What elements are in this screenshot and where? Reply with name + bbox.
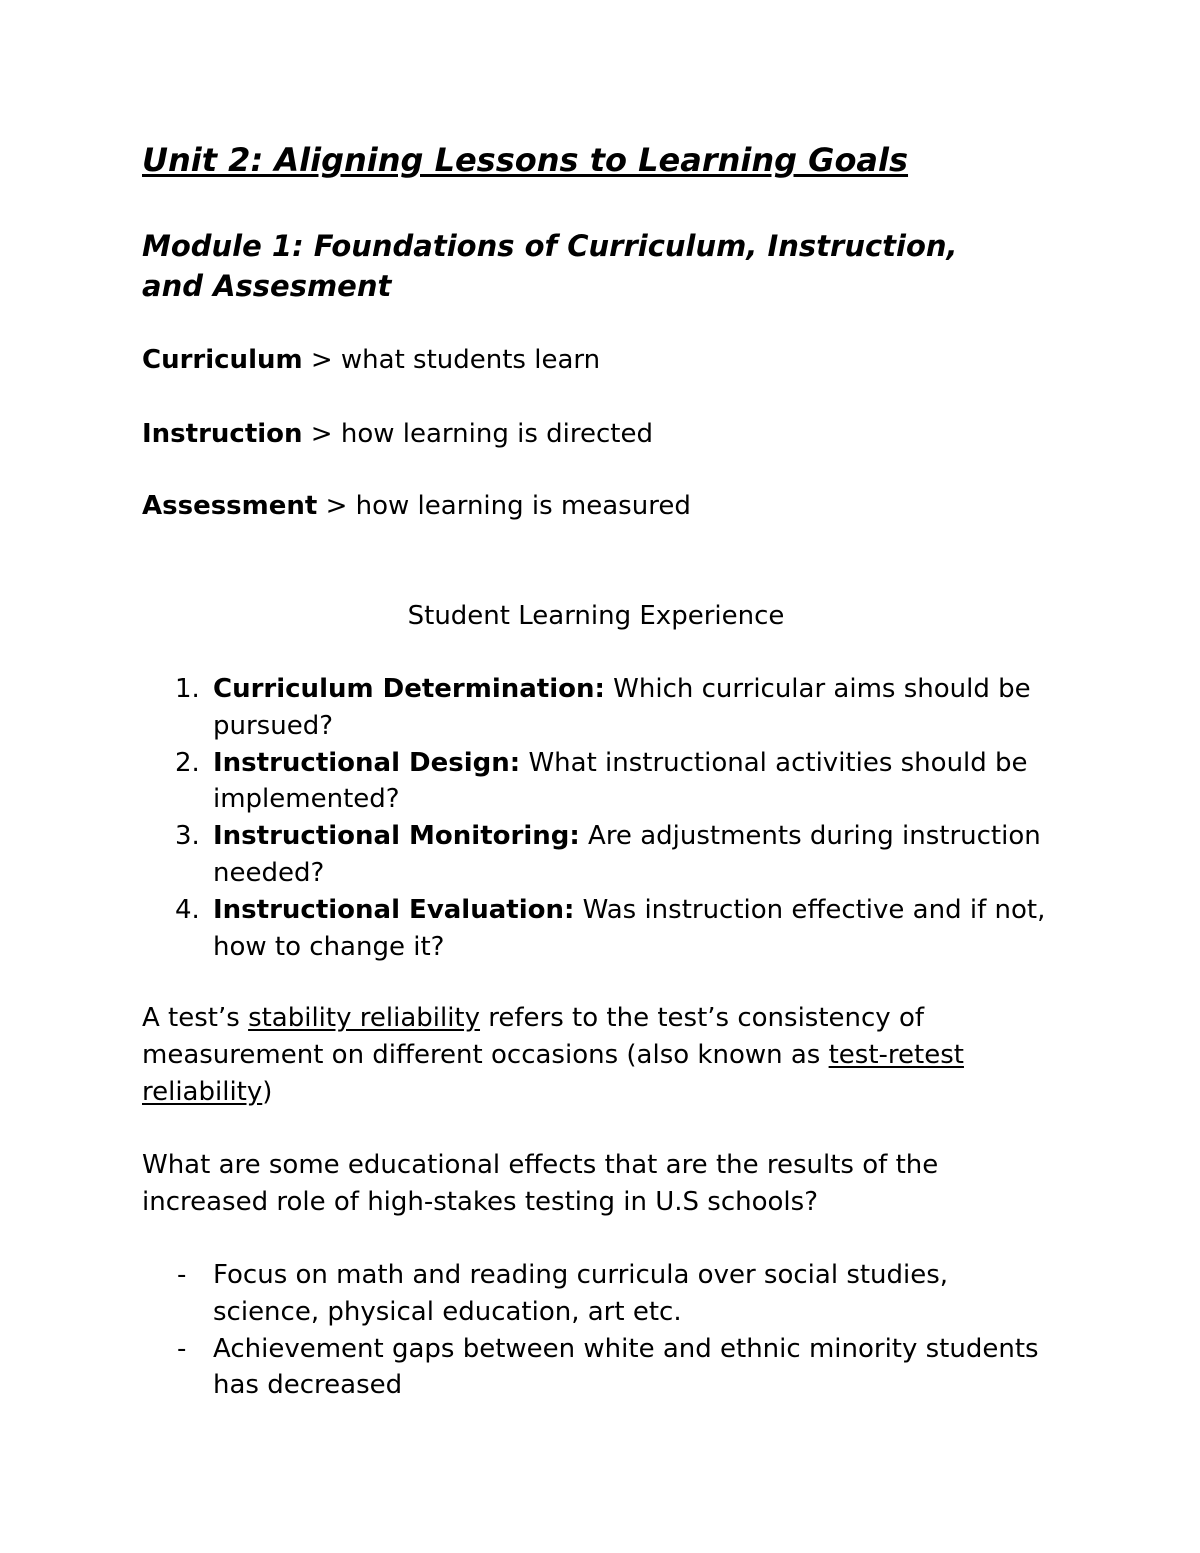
definition-term: Instruction — [142, 419, 303, 449]
list-item — [142, 1331, 1062, 1405]
step-term: Curriculum Determination: — [213, 674, 605, 704]
definition-text: > how learning is measured — [317, 491, 691, 521]
list-item — [142, 818, 1062, 892]
reliability-text-post: ) — [262, 1076, 273, 1107]
experience-heading: Student Learning Experience — [407, 601, 785, 631]
definition-curriculum — [142, 342, 600, 378]
list-marker: 1. — [175, 674, 200, 704]
list-marker: 2. — [175, 747, 200, 778]
definition-term: Curriculum — [142, 345, 303, 375]
test-retest-reliability-term: test-retest reliability — [142, 1039, 964, 1107]
reliability-paragraph — [142, 1000, 1062, 1110]
step-text: Was instruction effective and if not, how to change it? — [213, 894, 1046, 962]
effects-list — [142, 1257, 1062, 1404]
effect-text: Achievement gaps between white and ethnic minority students has decreased — [213, 1333, 1039, 1401]
definition-text: > what students learn — [302, 345, 601, 375]
question-paragraph: What are some educational effects that are the results of the increased role of high-stakes testing in U.S schools? — [142, 1150, 939, 1217]
step-text: Which curricular aims should be pursued? — [213, 674, 1031, 741]
list-item — [142, 1257, 1062, 1331]
module-heading-line-1: Module 1: Foundations of Curriculum, Instruction, — [142, 229, 958, 263]
list-item — [142, 671, 1062, 745]
definition-assessment — [142, 488, 691, 524]
module-heading-line-2: and Assesment — [142, 269, 392, 303]
list-marker: - — [177, 1333, 187, 1364]
module-heading — [142, 226, 958, 306]
step-term: Instructional Monitoring: — [213, 821, 580, 852]
step-term: Instructional Evaluation: — [213, 894, 575, 925]
definition-text: > how learning is directed — [302, 419, 653, 449]
reliability-text-mid: refers to the test’s consistency of measurement on different occasions (also known as — [142, 1003, 925, 1070]
steps-list — [142, 671, 1062, 965]
effect-text: Focus on math and reading curricula over social studies, science, physical education, art etc. — [213, 1260, 949, 1327]
reliability-text-pre: A test’s — [142, 1003, 249, 1033]
definition-term: Assessment — [142, 491, 318, 521]
list-marker: 4. — [175, 894, 200, 925]
step-term: Instructional Design: — [213, 747, 521, 778]
stability-reliability-term: stability reliability — [248, 1003, 481, 1033]
definition-instruction — [142, 416, 653, 452]
list-item — [142, 892, 1062, 966]
list-marker: - — [177, 1260, 187, 1290]
step-text: What instructional activities should be implemented? — [213, 747, 1028, 815]
list-item — [142, 745, 1062, 819]
step-text: Are adjustments during instruction needed? — [213, 821, 1041, 888]
list-marker: 3. — [175, 821, 200, 852]
unit-title: Unit 2: Aligning Lessons to Learning Goals — [142, 141, 909, 179]
